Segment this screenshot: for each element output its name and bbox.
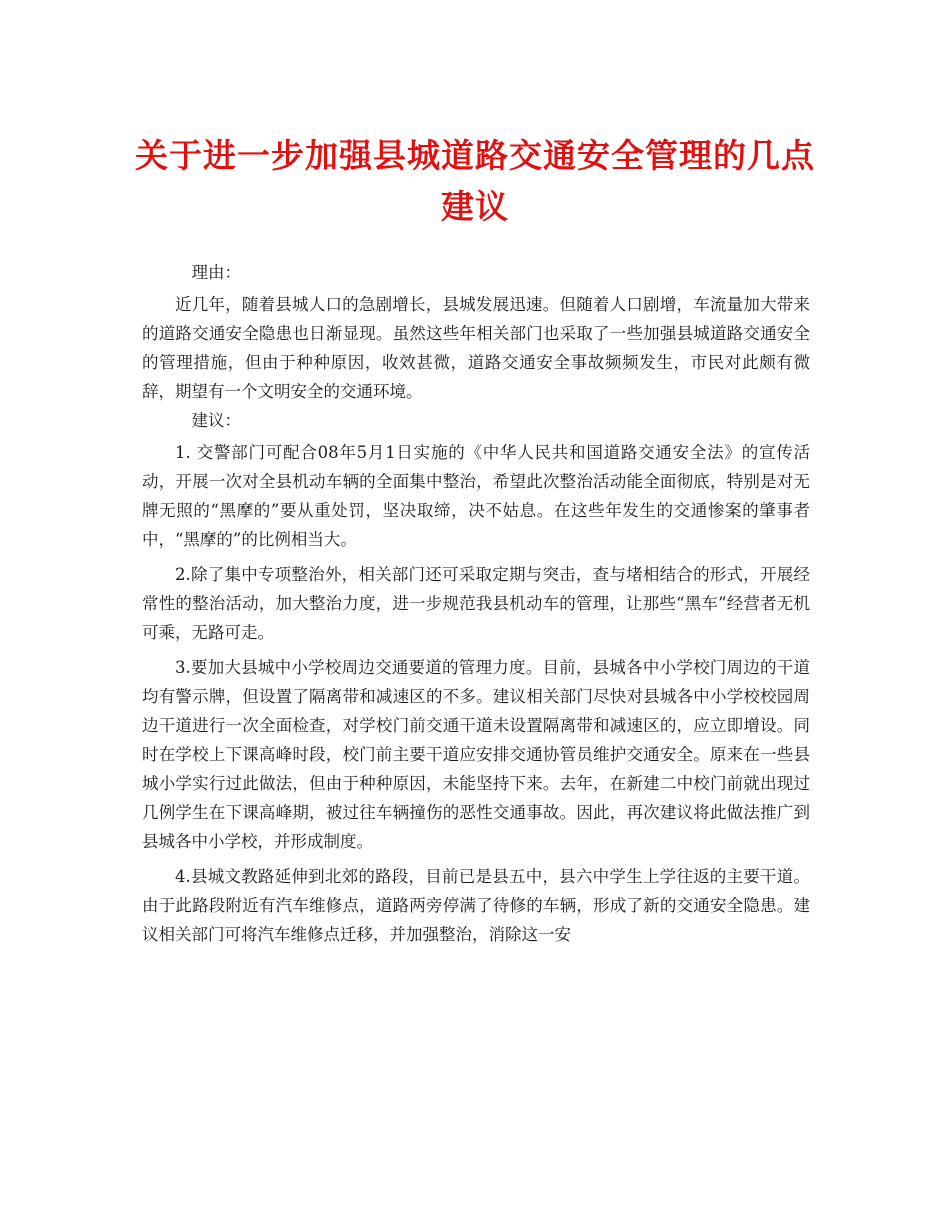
suggestion-item-2: 2.除了集中专项整治外，相关部门还可采取定期与突击，查与堵相结合的形式，开展经常性的整治活动，加大整治力度，进一步规范我县机动车的管理，让那些“黑车”经营者无机可乘，无路可走。 <box>142 565 810 642</box>
document-title: 关于进一步加强县城道路交通安全管理的几点建议 <box>135 136 815 226</box>
suggestion-item-1: 1. 交警部门可配合08年5月1日实施的《中华人民共和国道路交通安全法》的宣传活动，开展一次对全县机动车辆的全面集中整治，希望此次整治活动能全面彻底，特别是对无牌无照的“黑摩的”要从重处罚，坚决取缔，决不姑息。在这些年发生的交通惨案的肇事者中，“黑摩的”的比例相当大。 <box>142 443 810 549</box>
suggestion-heading: 建议： <box>191 411 241 430</box>
reason-paragraph: 近几年，随着县城人口的急剧增长，县城发展迅速。但随着人口剧增，车流量加大带来的道路交通安全隐患也日渐显现。虽然这些年相关部门也采取了一些加强县城道路交通安全的管理措施，但由于种种原因，收效甚微，道路交通安全事故频频发生，市民对此颇有微辞，期望有一个文明安全的交通环境。 <box>142 295 810 401</box>
reason-heading: 理由： <box>191 263 241 282</box>
suggestion-item-4: 4.县城文教路延伸到北郊的路段，目前已是县五中，县六中学生上学往返的主要干道。由于此路段附近有汽车维修点，道路两旁停满了待修的车辆，形成了新的交通安全隐患。建议相关部门可将汽车维修点迁移，并加强整治，消除这一安 <box>142 867 810 944</box>
suggestion-item-3: 3.要加大县城中小学校周边交通要道的管理力度。目前，县城各中小学校门周边的干道均有警示牌，但设置了隔离带和减速区的不多。建议相关部门尽快对县城各中小学校校园周边干道进行一次全面检查，对学校门前交通干道未设置隔离带和减速区的，应立即增设。同时在学校上下课高峰时段，校门前主要干道应安排交通协管员维护交通安全。原来在一些县城小学实行过此做法，但由于种种原因，未能坚持下来。去年，在新建二中校门前就出现过几例学生在下课高峰期，被过往车辆撞伤的恶性交通事故。因此，再次建议将此做法推广到县城各中小学校，并形成制度。 <box>142 658 810 851</box>
document-body <box>142 258 810 949</box>
